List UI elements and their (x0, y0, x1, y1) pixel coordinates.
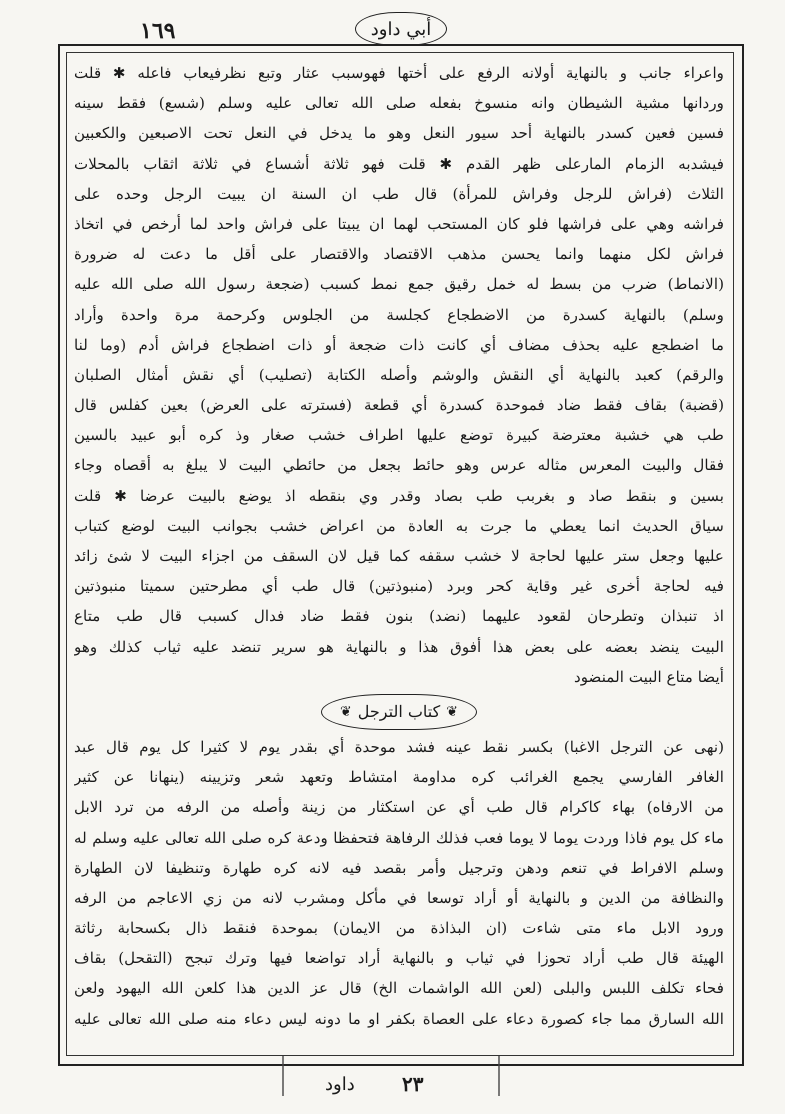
ornament-icon: ❦ (340, 703, 352, 720)
text-line: فراشه وهي على فراشها فلو كان المستحب لهما ان يبيتا على فراش واحد لما أرخص في اتخاذ (74, 214, 724, 233)
text-line: من الارفاه) بهاء كاكرام قال طب أي عن استكثار من زينة وأصله من الرفه من ترد الابل (74, 798, 724, 817)
text-line: سياق الحديث انما يعطي ما جرت به العادة من اعراض خشب بجوانب البيت لوضع كتباب (74, 516, 724, 535)
text-line: طب هي خشبة معترضة كبيرة توضع عليها اطراف خشب صغار وذ كره أبو عبيد بالسين (74, 426, 724, 445)
text-line: عليها وجعل ستر عليها لحاجة لا خشب سقفه كما قيل لان السقف من اجزاء البيت لا شئ زائد (74, 547, 724, 565)
text-line: ورود الابل ماء متى شاءت (ان البذاذة من الايمان) بموحدة فنقط ذال بكسحابة رثاثة (74, 919, 724, 938)
footer-page-number: ٢٣ (402, 1072, 424, 1096)
text-line: اذ تنبذان وتطرحان لقعود عليهما (نضد) بنون فقط ضاد فدال كسبب قال طب متاع (74, 607, 724, 626)
text-line: الثلاث (فراش للرجل وفراش للمرأة) قال طب ان السنة ان يبيت الرجل وحده على (74, 184, 724, 203)
text-line: الله السارق مما جاء كصورة دعاء على العصاة بكفر او ما دونه ليس دعاء منه صلى الله تعالى عليه (74, 1009, 724, 1028)
text-line: وردانها مشية الشيطان وانه منسوخ بفعله صلى الله تعالى عليه وسلم (شسع) فقط سينه (74, 94, 724, 113)
page-footer (0, 1070, 785, 1104)
main-text (74, 58, 724, 1034)
text-line: ماء كل يوم فاذا وردت يوما لا يوما فعب فذلك الرفاهة فتحفظا ودعة كره صلى الله تعالى عليه وسلم له (74, 828, 724, 847)
text-line: البيت ينضد بعضه على بعض هذا أفوق هذا و بالنهاية هو سرير تنضد عليه ثياب كذلك وهو (74, 637, 724, 656)
text-line-last-of-section: أيضا متاع البيت المنضود (573, 667, 724, 686)
text-line: (نهى عن الترجل الاغبا) بكسر نقط عينه فشد موحدة أي بقدر يوم لا كثيرا كل يوم قال عبد (74, 737, 724, 756)
text-line: فيه لحاجة أخرى غير وقاية كحر وبرد (منبوذتين) قال طب أي مطرحتين سميتا منبوذتين (74, 577, 724, 596)
text-line: (قضبة) بقاف فقط ضاد فموحدة كسدرة أي قطعة (فسترته على العرض) بعين كفلس قال (74, 396, 724, 415)
text-line: فقال والبيت المعرس مثاله عرس وهو حائط بجعل من حائطي البيت لا يبلغ به أقصاه وجاء (74, 456, 724, 475)
chapter-heading-row (74, 692, 724, 732)
page-number-top: ١٦٩ (140, 18, 176, 44)
text-line: الهيئة قال طب أراد تحوزا في ثياب و بالنهاية أراد تواضعا فيها وترك تبجح (التقحل) بقاف (74, 949, 724, 968)
running-title (355, 12, 447, 46)
text-line: (الانماط) ضرب من بسط له خمل رقيق جمع نمط كسبب (ضجعة رسول الله صلى الله عليه (74, 275, 724, 294)
margin-mark (282, 1056, 294, 1096)
running-title-text: أبي داود (370, 18, 432, 40)
text-line: والنظافة من الدين و بالنهاية أو أراد توسعا في مأكل ومشرب لانه من زي الاعاجم من الرفه (74, 888, 724, 907)
text-line: وسلم) بالنهاية كسدرة من الاضطجاع كجلسة من الجلوس وكرحمة مرة واحدة وأراد (74, 305, 724, 324)
chapter-heading (321, 694, 477, 730)
ornament-icon: ❦ (446, 703, 458, 720)
chapter-heading-text: كتاب الترجل (357, 701, 441, 721)
text-line: ما اضطجع عليه بحذف مضاف أي كانت ذات ضجعة أو ذات اضطجاع فراش أدم (وما لنا (74, 335, 724, 354)
text-line: واعراء جانب و بالنهاية أولانه الرفع على أختها فهوسبب عثار وتبع نظرفيعاب فاعله ✱ قلت (74, 64, 724, 82)
text-line: والرقم) كعبد بالنهاية أي النقش والوشم وأصله الكتابة (تصليب) أي نقش أمثال الصلبان (74, 365, 724, 384)
footer-signature-word: داود (325, 1074, 355, 1095)
margin-mark (498, 1056, 510, 1096)
text-line: فسين فعين كسدر بالنهاية أحد سيور النعل وهو ما يدخل في النعل تحت الاصبعين والكعبين (74, 124, 724, 143)
text-line: الغافر الفارسي يجمع الغرائب كره مداومة امتشاط وتعهد شعر وتزيينه (ينهانا عن كثير (74, 768, 724, 787)
text-line: فراش لكل منهما وانما يحسن مذهب الاقتصاد والاقتصار على أقل ما دعت له ضرورة (74, 245, 724, 264)
text-line: بسين و بنقط صاد و بغربب طب بصاد وقدر وي بنقطه اذ يوضع بالبيت عرضا ✱ قلت (74, 486, 724, 505)
text-line: وسلم الافراط في تنعم ودهن وترجيل وأمر بقصد فيه لانه كره طهارة وتنظيفا لان الطهارة (74, 858, 724, 877)
text-line: فيشدبه الزمام المارعلى ظهر القدم ✱ قلت فهو ثلاثة أشساع في ثلاثة اثقاب بالمحلات (74, 154, 724, 173)
text-line: فحاء تكلف اللبس والبلى (لعن الله الواشمات الخ) قال عز الدين هذا كلعن الله اليهود ولعن (74, 979, 724, 998)
